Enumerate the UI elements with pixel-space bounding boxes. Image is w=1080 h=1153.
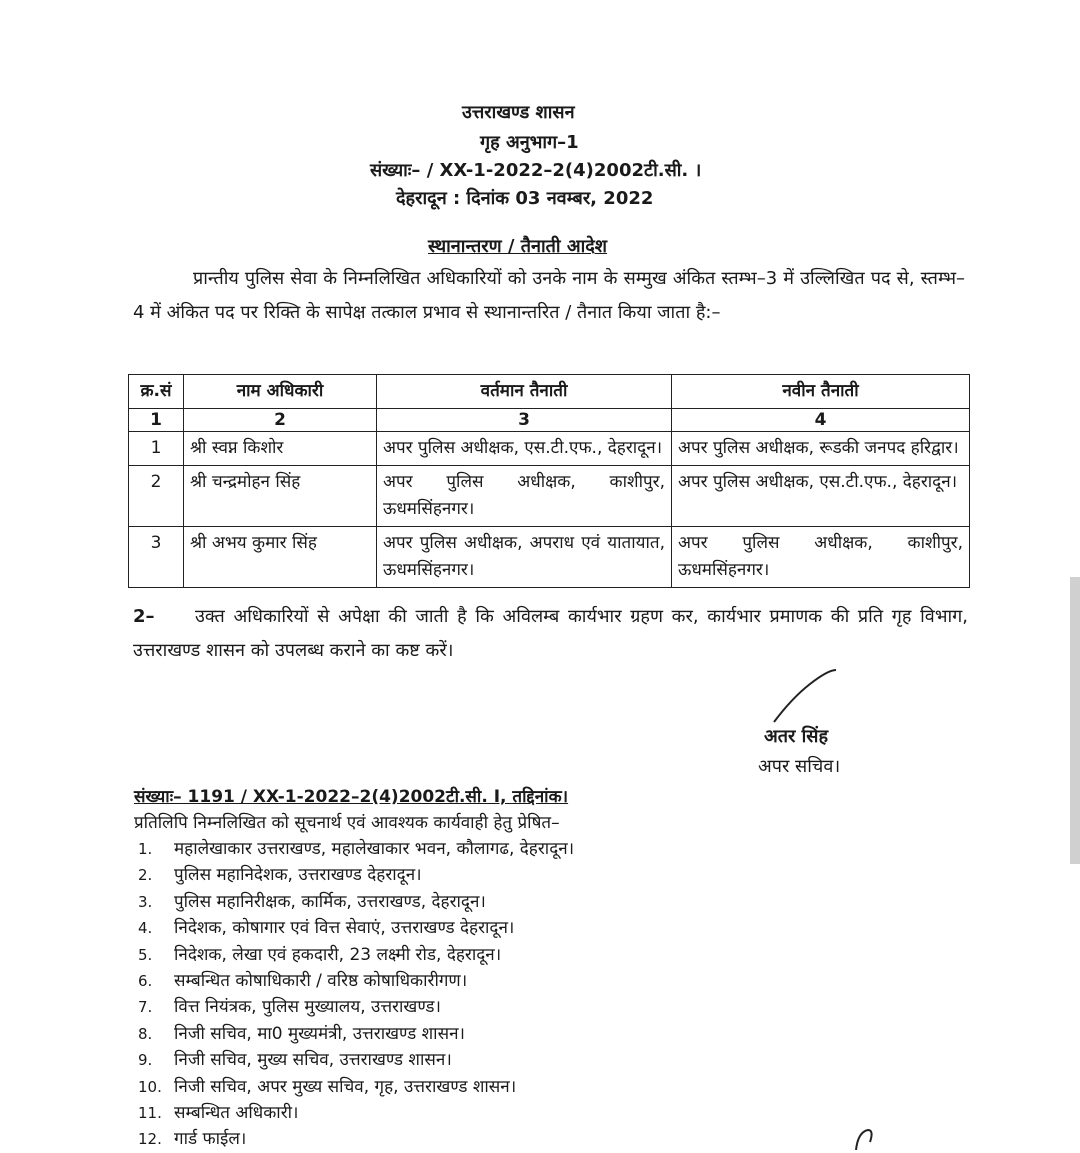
- officer-name: श्री स्वप्न किशोर: [184, 432, 377, 466]
- list-item-number: 12.: [138, 1130, 162, 1149]
- column-header-new-posting: नवीन तैनाती: [672, 375, 970, 409]
- list-item: [138, 1074, 574, 1100]
- row-serial: 1: [129, 432, 184, 466]
- list-item-number: 4.: [138, 919, 153, 938]
- list-item: [138, 915, 574, 941]
- list-item-number: 10.: [138, 1077, 162, 1096]
- list-item: [138, 836, 574, 862]
- list-item: [138, 994, 574, 1020]
- signatory-designation: अपर सचिव।: [758, 756, 841, 777]
- table-row: [129, 527, 970, 588]
- list-item: [138, 1021, 574, 1047]
- column-header-current-posting: वर्तमान तैनाती: [377, 375, 672, 409]
- list-item-number: 3.: [138, 892, 153, 911]
- table-row: [129, 432, 970, 466]
- column-number: 2: [184, 409, 377, 432]
- copy-recipient-list: [138, 836, 574, 1153]
- order-paragraph-2: [133, 600, 968, 668]
- reference-number: संख्याः– / XX-1-2022–2(4)2002टी.सी. ।: [370, 160, 702, 181]
- column-number: 4: [672, 409, 970, 432]
- section-heading: गृह अनुभाग–1: [480, 132, 579, 153]
- row-serial: 2: [129, 466, 184, 527]
- transfer-table: [128, 374, 970, 588]
- copy-reference-number: संख्याः– 1191 / XX-1-2022–2(4)2002टी.सी. I, तद्दिनांक।: [134, 787, 569, 807]
- list-item-text: पुलिस महानिदेशक, उत्तराखण्ड देहरादून।: [174, 865, 422, 886]
- list-item-number: 6.: [138, 971, 153, 990]
- list-item-text: निजी सचिव, मुख्य सचिव, उत्तराखण्ड शासन।: [174, 1050, 452, 1071]
- current-posting: अपर पुलिस अधीक्षक, अपराध एवं यातायात, ऊधमसिंहनगर।: [377, 527, 672, 588]
- new-posting: अपर पुलिस अधीक्षक, रूडकी जनपद हरिद्वार।: [672, 432, 970, 466]
- list-item-text: महालेखाकार उत्तराखण्ड, महालेखाकार भवन, कौलागढ, देहरादून।: [174, 839, 575, 859]
- list-item-number: 9.: [138, 1051, 153, 1070]
- list-item: [138, 1126, 574, 1152]
- list-item: [138, 889, 574, 915]
- signature-mark: [770, 668, 840, 726]
- column-header-name: नाम अधिकारी: [184, 375, 377, 409]
- order-paragraph-1: प्रान्तीय पुलिस सेवा के निम्नलिखित अधिकारियों को उनके नाम के सम्मुख अंकित स्तम्भ–3 में उल्लिखित पद से, स्तम्भ–4 में अंकित पद पर रिक्ति के सापेक्ष तत्काल प्रभाव से स्थानान्तरित / तैनात किया जाता है:–: [133, 268, 965, 323]
- list-item: [138, 942, 574, 968]
- list-item-text: वित्त नियंत्रक, पुलिस मुख्यालय, उत्तराखण्ड।: [174, 997, 441, 1018]
- list-item: [138, 862, 574, 888]
- column-header-sn: क्र.सं: [129, 375, 184, 409]
- column-number-row: [129, 409, 970, 432]
- list-item: [138, 1100, 574, 1126]
- list-item-text: सम्बन्धित अधिकारी।: [174, 1102, 299, 1123]
- signatory-name: अतर सिंह: [764, 726, 829, 747]
- list-item: [138, 968, 574, 994]
- scrollbar-thumb[interactable]: [1070, 577, 1080, 864]
- list-item-number: 1.: [138, 840, 153, 858]
- list-item-number: 8.: [138, 1024, 153, 1043]
- scrollbar[interactable]: [1070, 0, 1080, 1150]
- officer-name: श्री अभय कुमार सिंह: [184, 527, 377, 588]
- list-item-text: निजी सचिव, मा0 मुख्यमंत्री, उत्तराखण्ड शासन।: [174, 1023, 465, 1044]
- list-item-text: सम्बन्धित कोषाधिकारी / वरिष्ठ कोषाधिकारीगण।: [174, 970, 468, 991]
- paragraph-number: 2–: [133, 606, 155, 627]
- column-number: 3: [377, 409, 672, 432]
- list-item-text: गार्ड फाईल।: [174, 1129, 247, 1150]
- current-posting: अपर पुलिस अधीक्षक, एस.टी.एफ., देहरादून।: [377, 432, 672, 466]
- list-item-number: 2.: [138, 866, 153, 885]
- list-item-text: निदेशक, लेखा एवं हकदारी, 23 लक्ष्मी रोड, देहरादून।: [174, 944, 502, 965]
- list-item: [138, 1047, 574, 1073]
- new-posting: अपर पुलिस अधीक्षक, काशीपुर, ऊधमसिंहनगर।: [672, 527, 970, 588]
- list-item-text: पुलिस महानिरीक्षक, कार्मिक, उत्तराखण्ड, देहरादून।: [174, 891, 486, 912]
- list-item-number: 11.: [138, 1103, 162, 1122]
- copy-intro: प्रतिलिपि निम्नलिखित को सूचनार्थ एवं आवश्यक कार्यवाही हेतु प्रेषित–: [134, 813, 560, 833]
- list-item-number: 5.: [138, 945, 153, 964]
- government-heading: उत्तराखण्ड शासन: [462, 102, 575, 123]
- row-serial: 3: [129, 527, 184, 588]
- place-date: देहरादून : दिनांक 03 नवम्बर, 2022: [396, 188, 654, 209]
- officer-name: श्री चन्द्रमोहन सिंह: [184, 466, 377, 527]
- current-posting: अपर पुलिस अधीक्षक, काशीपुर, ऊधमसिंहनगर।: [377, 466, 672, 527]
- new-posting: अपर पुलिस अधीक्षक, एस.टी.एफ., देहरादून।: [672, 466, 970, 527]
- signature-fragment: [852, 1126, 882, 1150]
- column-number: 1: [129, 409, 184, 432]
- table-header-row: [129, 375, 970, 409]
- table-row: [129, 466, 970, 527]
- order-title: स्थानान्तरण / तैनाती आदेश: [428, 236, 608, 257]
- list-item-text: निजी सचिव, अपर मुख्य सचिव, गृह, उत्तराखण्ड शासन।: [174, 1076, 517, 1097]
- list-item-number: 7.: [138, 998, 153, 1017]
- paragraph-2-text: उक्त अधिकारियों से अपेक्षा की जाती है कि अविलम्ब कार्यभार ग्रहण कर, कार्यभार प्रमाणक की प्रति गृह विभाग, उत्तराखण्ड शासन को उपलब्ध कराने का कष्ट करें।: [133, 606, 968, 661]
- list-item-text: निदेशक, कोषागार एवं वित्त सेवाएं, उत्तराखण्ड देहरादून।: [174, 918, 515, 939]
